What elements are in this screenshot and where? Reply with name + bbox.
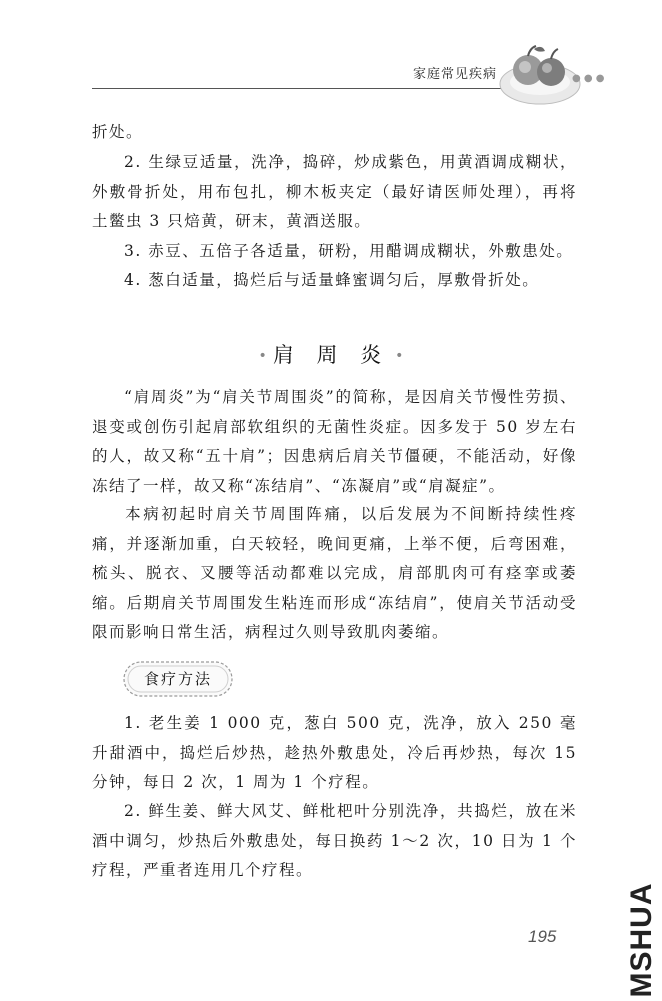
paragraph-remedy-4: 4. 葱白适量，捣烂后与适量蜂蜜调匀后，厚敷骨折处。: [124, 271, 540, 289]
paragraph-symptoms: 本病初起时肩关节周围阵痛，以后发展为不间断持续性疼痛，并逐渐加重，白天较轻，晚间更痛，上举不便，后弯困难，梳头、脱衣、叉腰等活动都难以完成，肩部肌肉可有痉挛或萎缩。后期肩关节周围发生粘连而形成“冻结肩”，使肩关节活动受限而影响日常生活，病程过久则导致肌肉萎缩。: [92, 505, 577, 641]
decoration-dots: ● ● ●: [572, 73, 605, 84]
diet-therapy-badge: [122, 660, 234, 698]
running-header-title: 家庭常见疾病: [413, 67, 498, 82]
paragraph-fracture-end: 折处。: [92, 123, 144, 141]
section-title: 肩 周 炎: [272, 343, 390, 367]
apple-plate-icon: [498, 40, 608, 110]
paragraph-definition: “肩周炎”为“肩关节周围炎”的简称，是因肩关节慢性劳损、退变或创伤引起肩部软组织的无菌性炎症。因多发于 50 岁左右的人，故又称“五十肩”；因患病后肩关节僵硬，不能活动，好像冻结了一样，故又称“冻结肩”、“冻凝肩”或“肩凝症”。: [92, 388, 577, 495]
watermark: [622, 880, 662, 1001]
paragraph-remedy-2: 2. 生绿豆适量，洗净，捣碎，炒成紫色，用黄酒调成糊状，外敷骨折处，用布包扎，柳木板夹定（最好请医师处理），再将土鳖虫 3 只焙黄，研末，黄酒送服。: [92, 153, 577, 230]
paragraph-diet-1: 1. 老生姜 1 000 克，葱白 500 克，洗净，放入 250 毫升甜酒中，捣烂后炒热，趁热外敷患处，冷后再炒热，每次 15 分钟，每日 2 次，1 周为 1 个疗程。: [92, 714, 577, 791]
paragraph-remedy-3: 3. 赤豆、五倍子各适量，研粉，用醋调成糊状，外敷患处。: [124, 242, 574, 260]
section-heading: [0, 339, 662, 369]
heading-dot-left: •: [258, 348, 267, 364]
badge-label: 食疗方法: [143, 670, 212, 688]
paragraph-diet-2: 2. 鲜生姜、鲜大风艾、鲜枇杷叶分别洗净，共捣烂，放在米酒中调匀，炒热后外敷患处，每日换药 1～2 次，10 日为 1 个疗程，严重者连用几个疗程。: [92, 802, 577, 879]
page-number: 195: [528, 927, 557, 946]
heading-dot-right: •: [395, 348, 404, 364]
page-header: [0, 0, 662, 110]
header-rule: [92, 88, 512, 89]
watermark-text: MSHUA: [625, 882, 658, 998]
